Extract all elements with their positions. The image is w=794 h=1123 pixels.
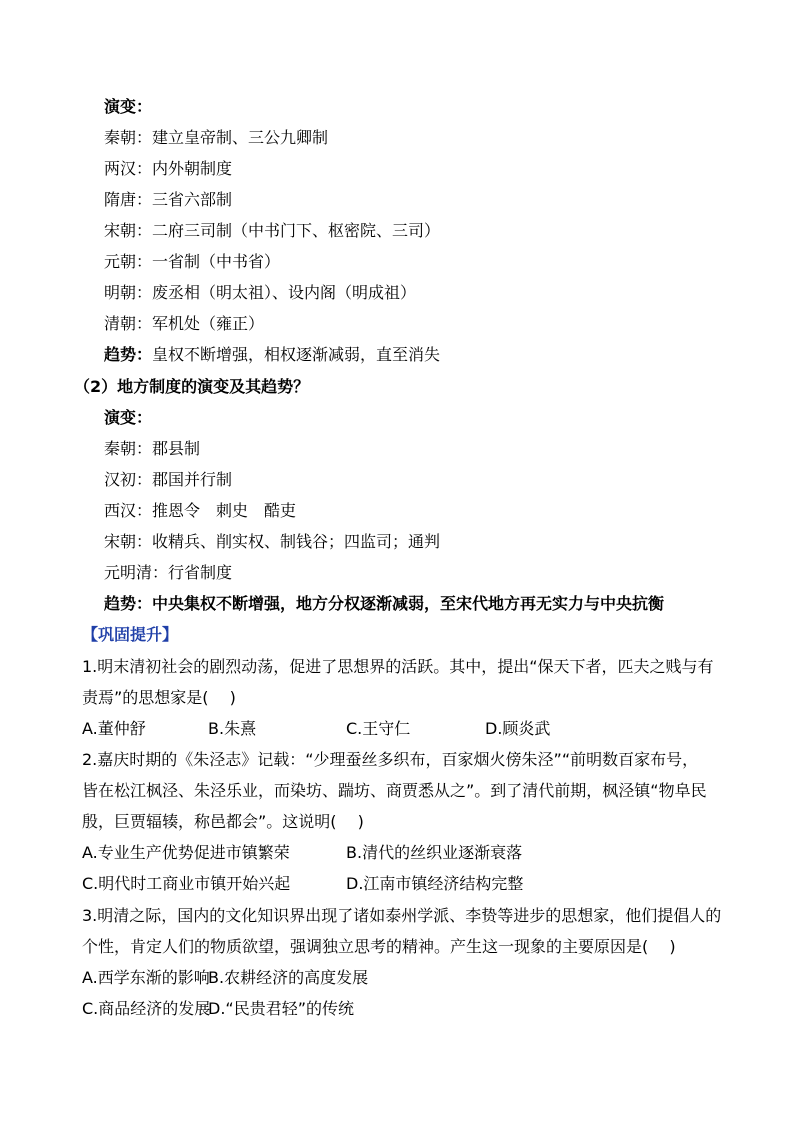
central-item: 隋唐：三省六部制 [104, 190, 233, 209]
local-item: 西汉：推恩令 刺史 酷吏 [104, 501, 297, 520]
local-item: 汉初：郡国并行制 [104, 470, 233, 489]
central-trend-text: 皇权不断增强，相权逐渐减弱，直至消失 [152, 345, 441, 364]
option-a: A.西学东渐的影响 [82, 968, 210, 987]
question-1-line: 1.明末清初社会的剧烈动荡，促进了思想界的活跃。其中，提出“保天下者，匹夫之贱与有 [82, 657, 714, 676]
question-3-options-row-2 [0, 998, 794, 1020]
option-d: D.江南市镇经济结构完整 [346, 874, 524, 893]
central-trend [104, 344, 440, 366]
local-trend-text: 中央集权不断增强，地方分权逐渐减弱，至宋代地方再无实力与中央抗衡 [152, 594, 665, 613]
central-item: 秦朝：建立皇帝制、三公九卿制 [104, 128, 329, 147]
question-2-options-row-1 [0, 842, 794, 864]
consolidate-title: 【巩固提升】 [82, 625, 179, 644]
question-2-line: 2.嘉庆时期的《朱泾志》记载：“少理蚕丝多织布，百家烟火傍朱泾”“前明数百家布号， [82, 750, 699, 769]
central-item: 两汉：内外朝制度 [104, 159, 233, 178]
central-item: 清朝：军机处（雍正） [104, 314, 265, 333]
option-b: B.朱熹 [208, 719, 257, 738]
question-1-options [0, 718, 794, 740]
option-a: A.董仲舒 [82, 719, 146, 738]
local-trend [104, 593, 664, 615]
question-1-line: 责焉”的思想家是( ) [82, 688, 236, 707]
central-item: 元朝：一省制（中书省） [104, 252, 281, 271]
central-trend-label: 趋势： [104, 345, 153, 364]
central-item: 宋朝：二府三司制（中书门下、枢密院、三司） [104, 221, 441, 240]
local-item: 秦朝：郡县制 [104, 439, 201, 458]
local-trend-label: 趋势： [104, 594, 153, 613]
option-c: C.明代时工商业市镇开始兴起 [82, 874, 291, 893]
option-d: D.“民贵君轻”的传统 [208, 999, 354, 1018]
central-evolution-heading: 演变： [104, 97, 153, 116]
central-item: 明朝：废丞相（明太祖）、设内阁（明成祖） [104, 283, 417, 302]
local-item: 宋朝：收精兵、削实权、制钱谷；四监司；通判 [104, 532, 441, 551]
local-item: 元明清：行省制度 [104, 563, 233, 582]
question-2-line: 皆在松江枫泾、朱泾乐业，而染坊、踹坊、商贾悉从之”。到了清代前期，枫泾镇“物阜民 [82, 781, 707, 800]
option-b: B.清代的丝织业逐渐衰落 [346, 843, 523, 862]
question-2-line: 殷，巨贾辐辏，称邑都会”。这说明( ) [82, 812, 364, 831]
option-c: C.商品经济的发展 [82, 999, 211, 1018]
option-c: C.王守仁 [346, 719, 411, 738]
option-a: A.专业生产优势促进市镇繁荣 [82, 843, 290, 862]
question-3-line: 个性，肯定人们的物质欲望，强调独立思考的精神。产生这一现象的主要原因是( ) [82, 937, 676, 956]
local-evolution-heading: 演变： [104, 408, 153, 427]
local-question: （2）地方制度的演变及其趋势？ [74, 377, 310, 396]
question-3-options-row-1 [0, 967, 794, 989]
option-b: B.农耕经济的高度发展 [208, 968, 369, 987]
question-3-line: 3.明清之际，国内的文化知识界出现了诸如泰州学派、李贽等进步的思想家，他们提倡人的 [82, 906, 722, 925]
option-d: D.顾炎武 [485, 719, 551, 738]
question-2-options-row-2 [0, 873, 794, 895]
